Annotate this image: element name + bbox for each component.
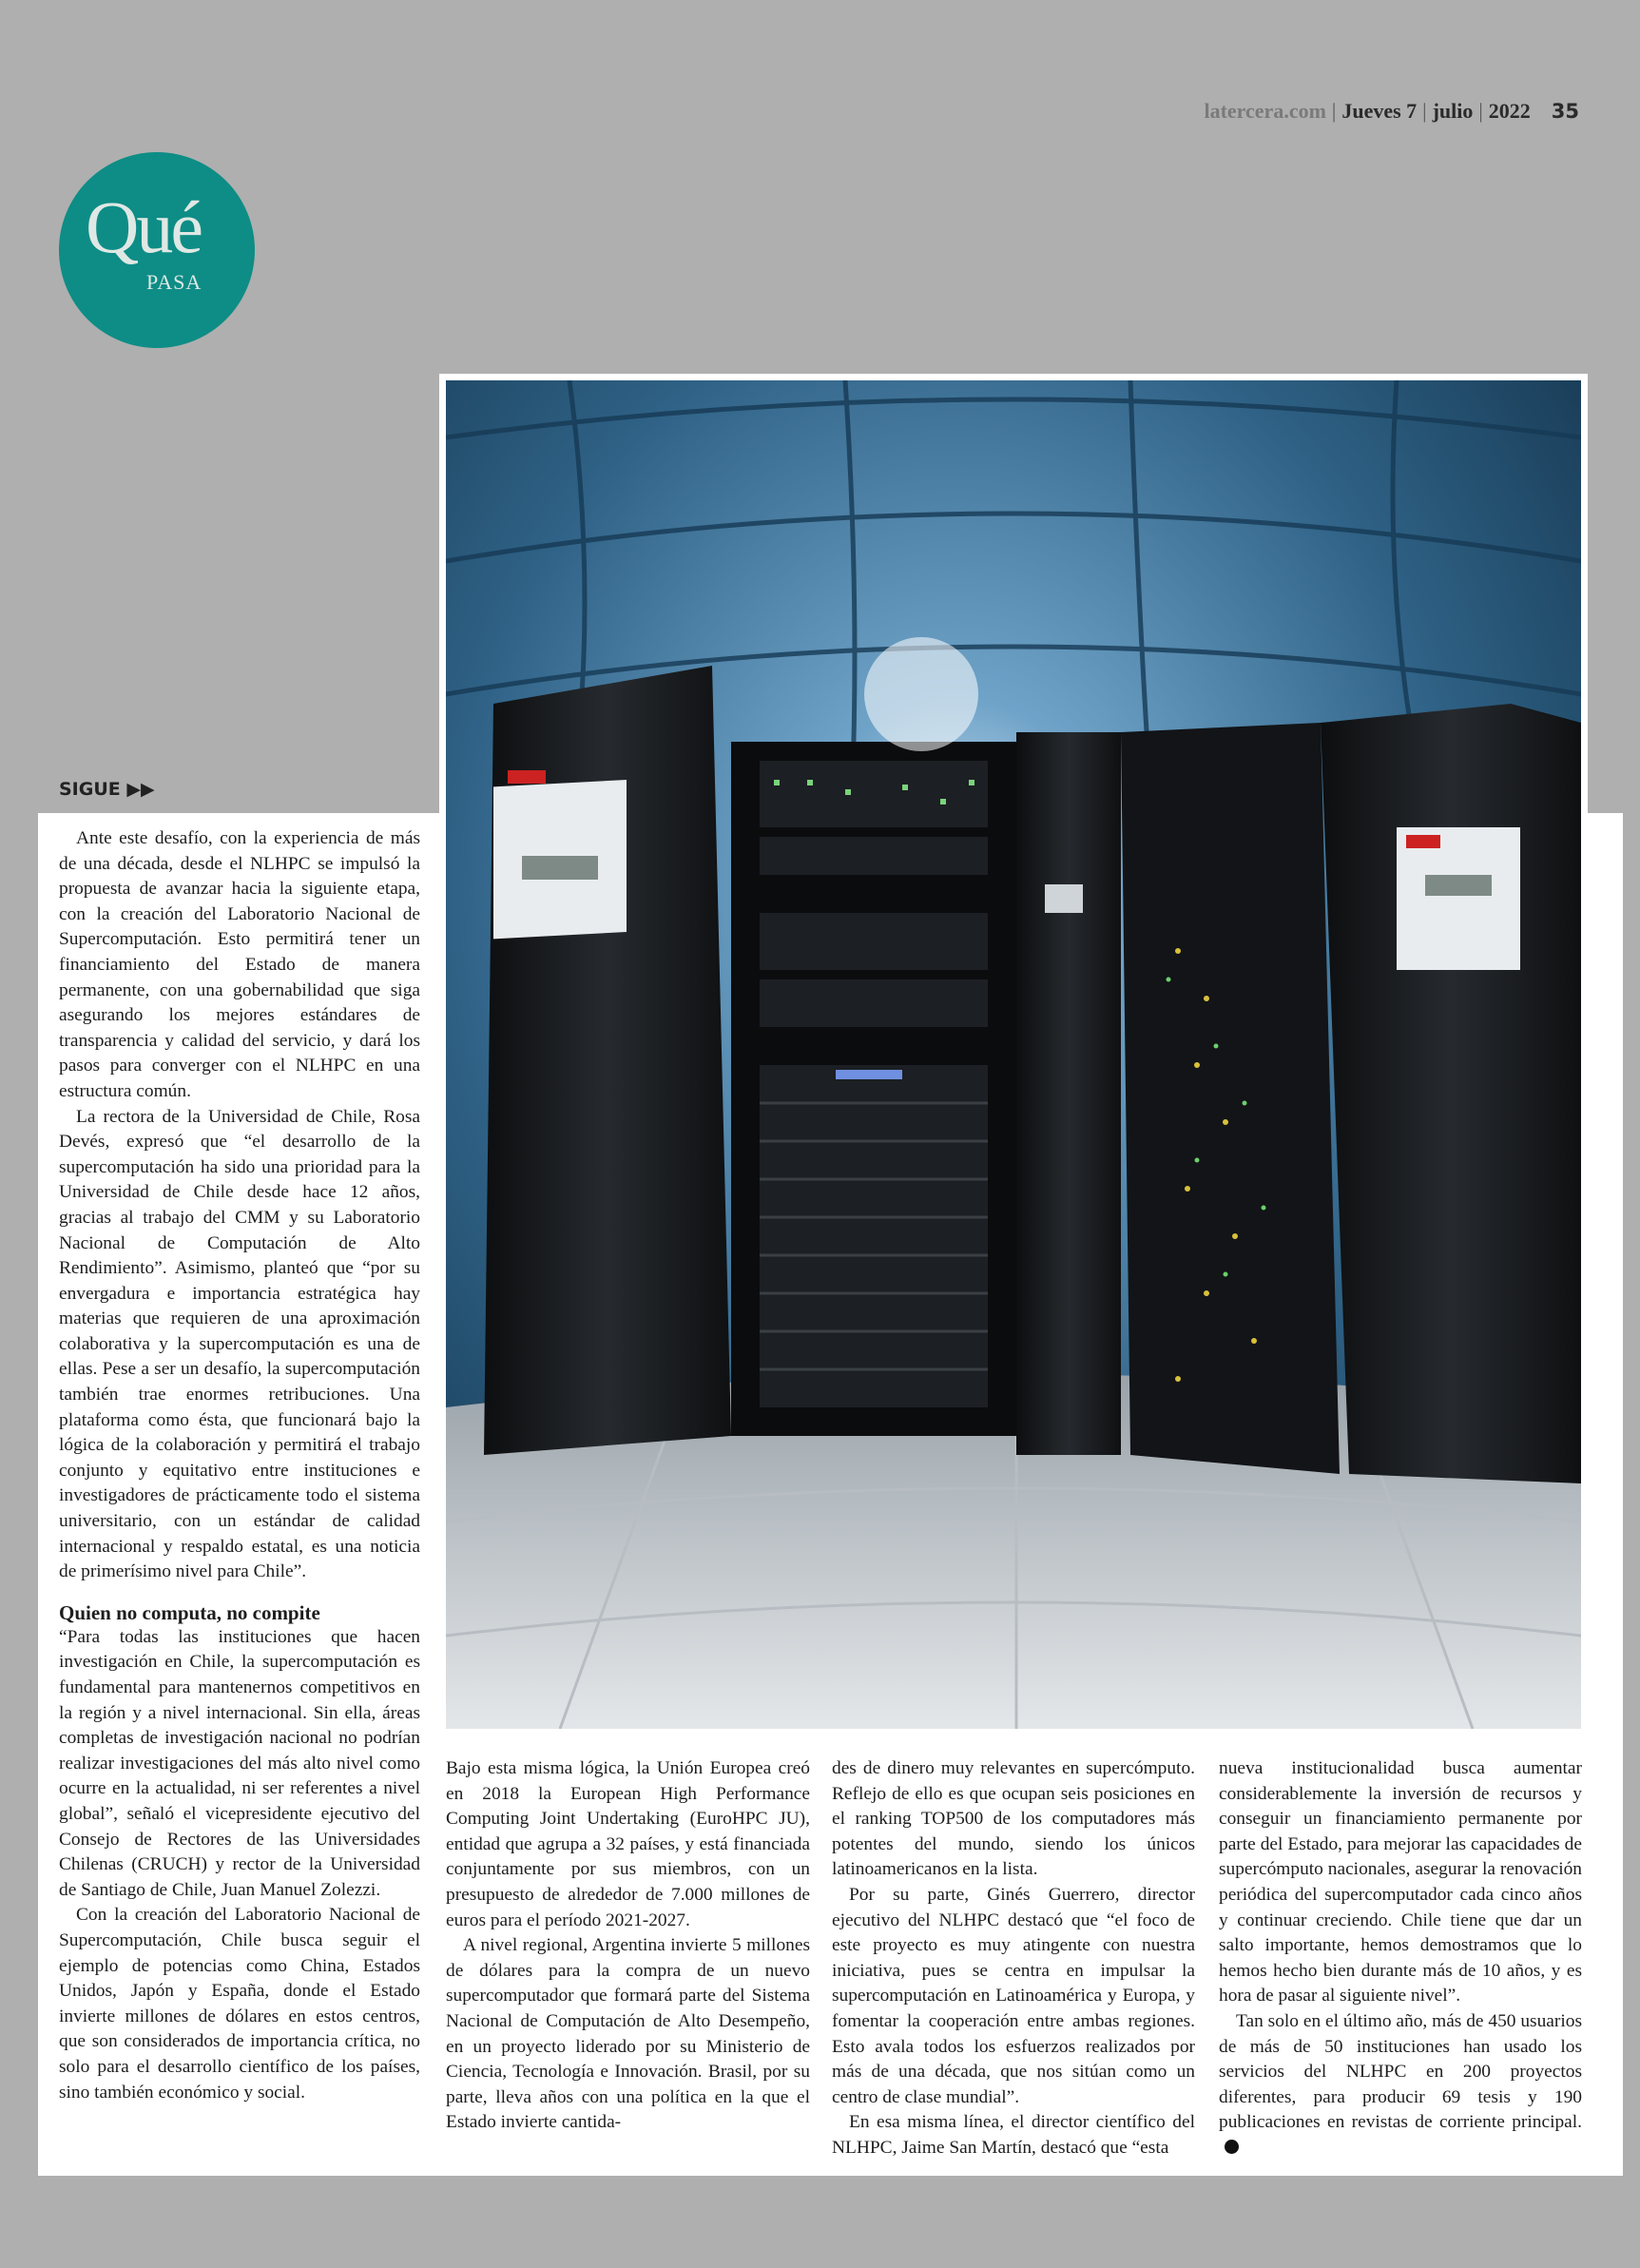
header-day: Jueves 7 — [1341, 99, 1418, 123]
paragraph: Por su parte, Ginés Guerrero, director ejecutivo del NLHPC destacó que “el foco de este proyecto es muy atingente con nuestra iniciativa, pues se centra en impulsar la supercomputación en Latinoamérica y Europa, y fomentar la cooperación entre ambas regiones. Esto avala todos los esfuerzos realizados por más de una década, que nos sitúan como un centro de clase mundial”. — [832, 1884, 1195, 2107]
article-column-3 — [832, 1756, 1195, 2161]
paragraph: des de dinero muy relevantes en supercómputo. Reflejo de ello es que ocupan seis posiciones en el ranking TOP500 de los computadores más potentes del mundo, siendo los únicos latinoamericanos en la lista. — [832, 1758, 1195, 1880]
paragraph: Ante este desafío, con la experiencia de más de una década, desde el NLHPC se impulsó la propuesta de avanzar hacia la siguiente etapa, con la creación del Laboratorio Nacional de Supercomputación. Esto permitirá tener un financiamiento del Estado de manera permanente, con una gobernabilidad que siga asegurando los mejores estándares de transparencia y calidad del servicio, y dará los pasos para converger con el NLHPC en una estructura común. — [59, 828, 420, 1101]
logo-pasa: PASA — [146, 270, 203, 294]
end-mark-icon — [1225, 2140, 1239, 2154]
paragraph — [1219, 2009, 1582, 2161]
paragraph: nueva institucionalidad busca aumentar considerablemente la inversión de recursos y conseguir un financiamiento permanente por parte del Estado, para mejorar las capacidades de supercómputo nacionales, asegurar la renovación periódica del supercomputador cada cinco años y continuar creciendo. Chile tiene que dar un salto importante, hemos demostramos que lo hemos hecho bien durante más de 10 años, y es hora de pasar al siguiente nivel”. — [1219, 1758, 1582, 2006]
article-column-2 — [446, 1756, 810, 2136]
paragraph: En esa misma línea, el director científico del NLHPC, Jaime San Martín, destacó que “esta — [832, 2112, 1195, 2158]
paragraph: La rectora de la Universidad de Chile, Rosa Devés, expresó que “el desarrollo de la supercomputación ha sido una prioridad para la Universidad de Chile desde hace 12 años, gracias al trabajo del CMM y su Laboratorio Nacional de Computación de Alto Rendimiento”. Asimismo, planteó que “por su envergadura e importancia estratégica hay materias que requieren de una aproximación colaborativa y la supercomputación es una de ellas. Pese a ser un desafío, la supercomputación también trae enormes retribuciones. Una plataforma como ésta, que funcionará bajo la lógica de la colaboración y permitirá el trabajo conjunto y equitativo entre instituciones e investigadores de prácticamente todo el sistema universitario, con un estándar de calidad internacional y respaldo estatal, es una noticia de primerísimo nivel para Chile”. — [59, 1106, 420, 1582]
article-column-1 — [59, 826, 420, 2105]
page-header: latercera.com | Jueves 7 | julio | 2022 35 — [1204, 99, 1579, 123]
paragraph: A nivel regional, Argentina invierte 5 millones de dólares para la compra de un nuevo supercomputador que formará parte del Sistema Nacional de Computación de Alto Desempeño, en un proyecto liderado por su Ministerio de Ciencia, Tecnología e Innovación. Brasil, por su parte, lleva años con una política en la que el Estado invierte cantida- — [446, 1935, 810, 2133]
page-number: 35 — [1551, 100, 1579, 123]
logo-que: Qué — [86, 185, 201, 268]
paragraph: Bajo esta misma lógica, la Unión Europea creó en 2018 la European High Performance Computing Joint Undertaking (EuroHPC JU), entidad que agrupa a 32 países, y está financiada conjuntamente por sus miembros, con un presupuesto de alrededor de 7.000 millones de euros para el período 2021-2027. — [446, 1758, 810, 1930]
paragraph: Con la creación del Laboratorio Nacional de Supercomputación, Chile busca seguir el ejemplo de potencias como China, Estados Unidos, Japón y España, donde el Estado invierte millones de dólares en estos centros, que son considerados de importancia crítica, no solo para el desarrollo científico de los países, sino también económico y social. — [59, 1905, 420, 2103]
server-room-illustration — [446, 380, 1581, 1729]
header-month: julio — [1432, 99, 1474, 123]
paragraph: “Para todas las instituciones que hacen investigación en Chile, la supercomputación es fundamental para mantenernos competitivos en la región y a nivel internacional. Sin ella, áreas completas de investigación nacional no podrían realizar investigaciones del más alto nivel como ocurre en la actualidad, ni ser referentes a nivel global”, señaló el vicepresidente ejecutivo del Consejo de Rectores de las Universidades Chilenas (CRUCH) y rector de la Universidad de Santiago de Chile, Juan Manuel Zolezzi. — [59, 1626, 420, 1900]
site-name: latercera.com — [1204, 99, 1326, 123]
que-pasa-logo — [59, 152, 255, 348]
subheading: Quien no computa, no compite — [59, 1600, 320, 1624]
continuation-label: SIGUE ▶▶ — [59, 779, 155, 800]
closing-paragraph-text: Tan solo en el último año, más de 450 usuarios de más de 50 instituciones han usado los servicios del NLHPC en 200 proyectos diferentes, para producir 69 tesis y 190 publicaciones en revistas de corriente principal. — [1219, 2010, 1582, 2133]
header-year: 2022 — [1488, 99, 1531, 123]
supercomputer-photo — [446, 380, 1581, 1729]
article-column-4 — [1219, 1756, 1582, 2161]
